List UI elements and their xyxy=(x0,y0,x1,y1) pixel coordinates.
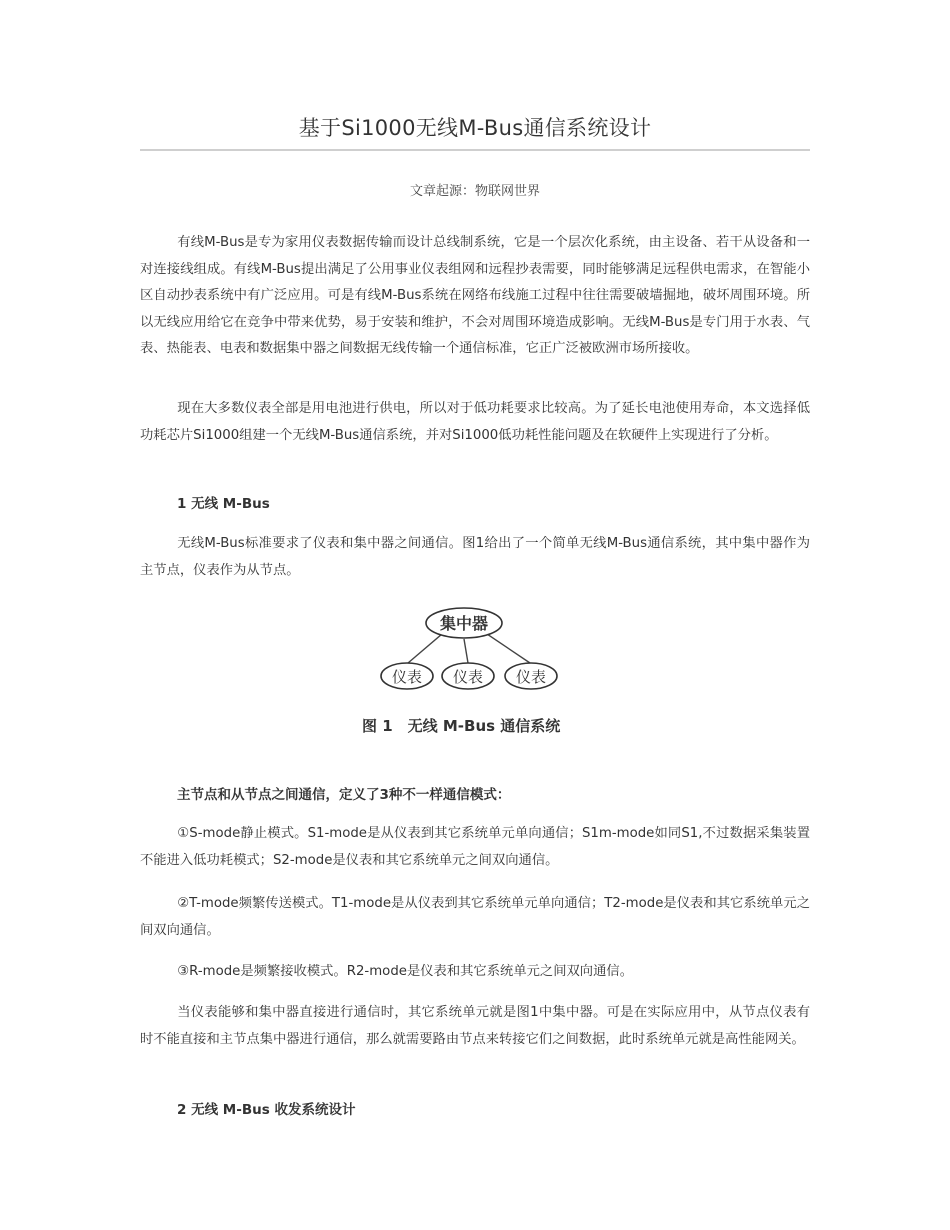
paragraph-standard: 无线M-Bus标准要求了仪表和集中器之间通信。图1给出了一个简单无线M-Bus通信系统，其中集中器作为主节点，仪表作为从节点。 xyxy=(140,536,810,578)
paragraph-intro: 有线M-Bus是专为家用仪表数据传输而设计总线制系统，它是一个层次化系统，由主设备、若干从设备和一对连接线组成。有线M-Bus提出满足了公用事业仪表组网和远程抄表需要，同时能够满足远程供电需求，在智能小区自动抄表系统中有广泛应用。可是有线M-Bus系统在网络布线施工过程中往往需要破墙掘地，破坏周围环境。所以无线应用给它在竞争中带来优势，易于安装和维护，不会对周围环境造成影响。无线M-Bus是专门用于水表、气表、热能表、电表和数据集中器之间数据无线传输一个通信标准，它正广泛被欧洲市场所接收。 xyxy=(140,235,810,356)
meter-label: 仪表 xyxy=(391,668,423,686)
article-title: 基于Si1000无线M-Bus通信系统设计 xyxy=(298,116,652,140)
node-meter-1 xyxy=(381,663,433,689)
title-divider xyxy=(140,149,810,151)
figure-1-diagram xyxy=(362,603,592,745)
section-heading-modes: 主节点和从节点之间通信，定义了3种不一样通信模式： xyxy=(177,787,511,803)
node-meter-2 xyxy=(442,663,494,689)
article-source: 文章起源：物联网世界 xyxy=(409,184,540,199)
connector-line-middle xyxy=(464,639,468,663)
meter-label: 仪表 xyxy=(452,668,484,686)
connector-line-left xyxy=(408,634,442,663)
paragraph-low-power: 现在大多数仪表全部是用电池进行供电，所以对于低功耗要求比较高。为了延长电池使用寿命，本文选择低功耗芯片Si1000组建一个无线M-Bus通信系统，并对Si1000低功耗性能问题及在软硬件上实现进行了分析。 xyxy=(140,401,810,443)
connector-line-right xyxy=(487,634,530,663)
paragraph-t-mode: ②T-mode频繁传送模式。T1-mode是从仪表到其它系统单元单向通信；T2-mode是仪表和其它系统单元之间双向通信。 xyxy=(140,896,810,938)
paragraph-r-mode: ③R-mode是频繁接收模式。R2-mode是仪表和其它系统单元之间双向通信。 xyxy=(177,964,633,979)
figure-1-caption: 图 1 无线 M-Bus 通信系统 xyxy=(362,717,561,735)
concentrator-label: 集中器 xyxy=(439,614,489,633)
section-heading-2: 2 无线 M-Bus 收发系统设计 xyxy=(177,1102,356,1118)
meter-label: 仪表 xyxy=(515,668,547,686)
section-heading-1: 1 无线 M-Bus xyxy=(177,496,270,512)
node-meter-3 xyxy=(505,663,557,689)
paragraph-s-mode: ①S-mode静止模式。S1-mode是从仪表到其它系统单元单向通信；S1m-mode如同S1,不过数据采集装置不能进入低功耗模式；S2-mode是仪表和其它系统单元之间双向通信。 xyxy=(140,826,810,868)
node-concentrator xyxy=(426,608,502,638)
paragraph-routing: 当仪表能够和集中器直接进行通信时，其它系统单元就是图1中集中器。可是在实际应用中，从节点仪表有时不能直接和主节点集中器进行通信，那么就需要路由节点来转接它们之间数据，此时系统单元就是高性能网关。 xyxy=(140,1005,810,1047)
